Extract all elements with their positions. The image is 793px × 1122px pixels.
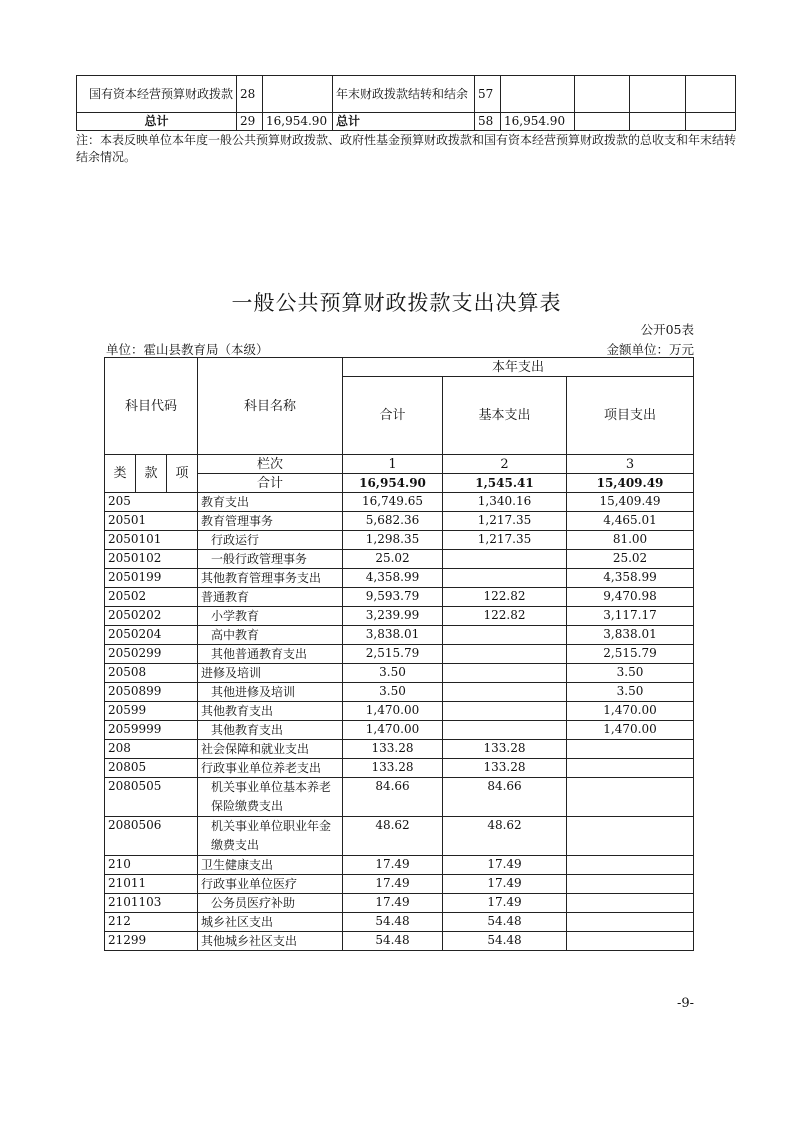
row-project: 4,465.01 bbox=[567, 512, 694, 531]
column-number: 2 bbox=[443, 455, 567, 474]
row-name: 行政运行 bbox=[198, 531, 343, 550]
row-total: 3,838.01 bbox=[343, 626, 443, 645]
row-code: 2050202 bbox=[105, 607, 198, 626]
row-total: 133.28 bbox=[343, 740, 443, 759]
row-name: 其他城乡社区支出 bbox=[198, 932, 343, 951]
row-project: 1,470.00 bbox=[567, 721, 694, 740]
row-total: 25.02 bbox=[343, 550, 443, 569]
row-project: 3,117.17 bbox=[567, 607, 694, 626]
row-project: 3.50 bbox=[567, 664, 694, 683]
row-name: 公务员医疗补助 bbox=[198, 894, 343, 913]
row-basic: 54.48 bbox=[443, 913, 567, 932]
row-project bbox=[567, 856, 694, 875]
row-basic: 84.66 bbox=[443, 778, 567, 817]
table-row bbox=[105, 550, 694, 569]
row-name: 其他教育管理事务支出 bbox=[198, 569, 343, 588]
row-total: 84.66 bbox=[343, 778, 443, 817]
row-total: 17.49 bbox=[343, 875, 443, 894]
total-basic: 1,545.41 bbox=[443, 474, 567, 493]
row-basic: 1,340.16 bbox=[443, 493, 567, 512]
row-basic: 17.49 bbox=[443, 875, 567, 894]
row-name: 普通教育 bbox=[198, 588, 343, 607]
expenditure-table bbox=[104, 357, 694, 951]
row-basic bbox=[443, 550, 567, 569]
row-total: 48.62 bbox=[343, 817, 443, 856]
row-project bbox=[567, 932, 694, 951]
row-code: 212 bbox=[105, 913, 198, 932]
row-total: 16,749.65 bbox=[343, 493, 443, 512]
row-total: 4,358.99 bbox=[343, 569, 443, 588]
total-label: 总计 bbox=[77, 113, 237, 131]
row-code: 2080506 bbox=[105, 817, 198, 856]
row-name: 城乡社区支出 bbox=[198, 913, 343, 932]
table-row bbox=[105, 740, 694, 759]
row-project bbox=[567, 817, 694, 856]
header-lei: 类 bbox=[105, 455, 136, 493]
row-basic bbox=[443, 664, 567, 683]
row-name: 小学教育 bbox=[198, 607, 343, 626]
table-row bbox=[105, 894, 694, 913]
row-code: 21011 bbox=[105, 875, 198, 894]
row-name: 一般行政管理事务 bbox=[198, 550, 343, 569]
row-name: 进修及培训 bbox=[198, 664, 343, 683]
table-row bbox=[105, 512, 694, 531]
total-label: 合计 bbox=[198, 474, 343, 493]
table-row bbox=[105, 856, 694, 875]
row-project: 25.02 bbox=[567, 550, 694, 569]
header-name: 科目名称 bbox=[198, 358, 343, 455]
table-row bbox=[105, 645, 694, 664]
row-code: 2101103 bbox=[105, 894, 198, 913]
row-total: 54.48 bbox=[343, 913, 443, 932]
row-name: 高中教育 bbox=[198, 626, 343, 645]
row-basic bbox=[443, 683, 567, 702]
row-project bbox=[567, 894, 694, 913]
row-project: 15,409.49 bbox=[567, 493, 694, 512]
header-kuan: 款 bbox=[136, 455, 167, 493]
table-row bbox=[105, 531, 694, 550]
table-row bbox=[105, 607, 694, 626]
row-name: 其他进修及培训 bbox=[198, 683, 343, 702]
header-lanci: 栏次 bbox=[198, 455, 343, 474]
row-project: 81.00 bbox=[567, 531, 694, 550]
fiscal-summary-table-continuation bbox=[76, 75, 736, 131]
row-project: 4,358.99 bbox=[567, 569, 694, 588]
row-code: 20501 bbox=[105, 512, 198, 531]
row-project: 3,838.01 bbox=[567, 626, 694, 645]
row-project bbox=[567, 875, 694, 894]
table-note: 注：本表反映单位本年度一般公共预算财政拨款、政府性基金预算财政拨款和国有资本经营预算财政拨款的总收支和年末结转结余情况。 bbox=[76, 133, 737, 164]
row-code: 21299 bbox=[105, 932, 198, 951]
row-project: 3.50 bbox=[567, 683, 694, 702]
total-label: 总计 bbox=[333, 113, 475, 131]
table-row bbox=[105, 721, 694, 740]
table-row bbox=[105, 817, 694, 856]
table-row bbox=[105, 493, 694, 512]
table-row bbox=[105, 932, 694, 951]
row-total: 133.28 bbox=[343, 759, 443, 778]
header-row bbox=[105, 455, 694, 474]
header-row bbox=[105, 358, 694, 377]
row-basic: 1,217.35 bbox=[443, 512, 567, 531]
row-name: 教育支出 bbox=[198, 493, 343, 512]
row-total: 9,593.79 bbox=[343, 588, 443, 607]
row-code: 20599 bbox=[105, 702, 198, 721]
header-xiang: 项 bbox=[167, 455, 198, 493]
table-row bbox=[105, 588, 694, 607]
row-total: 1,470.00 bbox=[343, 721, 443, 740]
row-basic bbox=[443, 626, 567, 645]
table-row bbox=[105, 683, 694, 702]
row-value bbox=[263, 76, 333, 113]
row-name: 其他教育支出 bbox=[198, 721, 343, 740]
header-basic: 基本支出 bbox=[443, 377, 567, 455]
row-basic bbox=[443, 702, 567, 721]
row-code: 20508 bbox=[105, 664, 198, 683]
row-code: 2059999 bbox=[105, 721, 198, 740]
row-name: 行政事业单位医疗 bbox=[198, 875, 343, 894]
row-total: 54.48 bbox=[343, 932, 443, 951]
row-code: 20502 bbox=[105, 588, 198, 607]
column-number: 1 bbox=[343, 455, 443, 474]
row-code: 2050204 bbox=[105, 626, 198, 645]
row-basic: 122.82 bbox=[443, 607, 567, 626]
row-basic: 133.28 bbox=[443, 759, 567, 778]
header-project: 项目支出 bbox=[567, 377, 694, 455]
row-code: 205 bbox=[105, 493, 198, 512]
row-code: 20805 bbox=[105, 759, 198, 778]
row-name: 社会保障和就业支出 bbox=[198, 740, 343, 759]
row-basic: 17.49 bbox=[443, 856, 567, 875]
row-total: 3,239.99 bbox=[343, 607, 443, 626]
row-code: 2050899 bbox=[105, 683, 198, 702]
row-total: 1,298.35 bbox=[343, 531, 443, 550]
column-number: 3 bbox=[567, 455, 694, 474]
row-code: 2050299 bbox=[105, 645, 198, 664]
row-code: 208 bbox=[105, 740, 198, 759]
row-total: 2,515.79 bbox=[343, 645, 443, 664]
row-code: 210 bbox=[105, 856, 198, 875]
row-name: 行政事业单位养老支出 bbox=[198, 759, 343, 778]
row-basic: 1,217.35 bbox=[443, 531, 567, 550]
row-number: 57 bbox=[475, 76, 501, 113]
row-number: 28 bbox=[237, 76, 263, 113]
row-basic bbox=[443, 645, 567, 664]
amount-unit-label: 金额单位：万元 bbox=[606, 342, 694, 357]
row-total: 17.49 bbox=[343, 856, 443, 875]
row-number: 29 bbox=[237, 113, 263, 131]
table-row bbox=[105, 778, 694, 817]
row-basic: 48.62 bbox=[443, 817, 567, 856]
row-label: 国有资本经营预算财政拨款 bbox=[77, 76, 237, 113]
row-basic bbox=[443, 569, 567, 588]
row-project bbox=[567, 759, 694, 778]
header-current-year: 本年支出 bbox=[343, 358, 694, 377]
row-code: 2080505 bbox=[105, 778, 198, 817]
total-value: 16,954.90 bbox=[501, 113, 575, 131]
row-project: 1,470.00 bbox=[567, 702, 694, 721]
row-total: 1,470.00 bbox=[343, 702, 443, 721]
page-number: -9- bbox=[676, 996, 694, 1011]
row-code: 2050101 bbox=[105, 531, 198, 550]
table-row bbox=[105, 569, 694, 588]
row-project: 2,515.79 bbox=[567, 645, 694, 664]
row-basic: 122.82 bbox=[443, 588, 567, 607]
row-total: 3.50 bbox=[343, 683, 443, 702]
header-total: 合计 bbox=[343, 377, 443, 455]
table-row bbox=[105, 875, 694, 894]
row-project: 9,470.98 bbox=[567, 588, 694, 607]
row-name: 卫生健康支出 bbox=[198, 856, 343, 875]
row-name: 其他教育支出 bbox=[198, 702, 343, 721]
row-total: 3.50 bbox=[343, 664, 443, 683]
row-basic bbox=[443, 721, 567, 740]
row-number: 58 bbox=[475, 113, 501, 131]
table-row bbox=[105, 913, 694, 932]
row-basic: 17.49 bbox=[443, 894, 567, 913]
form-number: 公开05表 bbox=[640, 322, 694, 337]
row-project bbox=[567, 913, 694, 932]
row-total: 5,682.36 bbox=[343, 512, 443, 531]
table-row bbox=[105, 702, 694, 721]
table-row bbox=[105, 759, 694, 778]
table-row bbox=[105, 626, 694, 645]
row-basic: 54.48 bbox=[443, 932, 567, 951]
table-row bbox=[77, 76, 736, 113]
total-total: 16,954.90 bbox=[343, 474, 443, 493]
row-project bbox=[567, 778, 694, 817]
row-project bbox=[567, 740, 694, 759]
row-name: 其他普通教育支出 bbox=[198, 645, 343, 664]
row-label: 年末财政拨款结转和结余 bbox=[333, 76, 475, 113]
row-name: 机关事业单位基本养老保险缴费支出 bbox=[198, 778, 343, 817]
unit-label: 单位：霍山县教育局（本级） bbox=[106, 342, 269, 357]
row-total: 17.49 bbox=[343, 894, 443, 913]
page-title: 一般公共预算财政拨款支出决算表 bbox=[231, 291, 562, 315]
row-basic: 133.28 bbox=[443, 740, 567, 759]
total-project: 15,409.49 bbox=[567, 474, 694, 493]
header-code: 科目代码 bbox=[105, 358, 198, 455]
table-row bbox=[77, 113, 736, 131]
row-name: 教育管理事务 bbox=[198, 512, 343, 531]
total-value: 16,954.90 bbox=[263, 113, 333, 131]
table-row bbox=[105, 664, 694, 683]
row-name: 机关事业单位职业年金缴费支出 bbox=[198, 817, 343, 856]
row-code: 2050102 bbox=[105, 550, 198, 569]
row-code: 2050199 bbox=[105, 569, 198, 588]
